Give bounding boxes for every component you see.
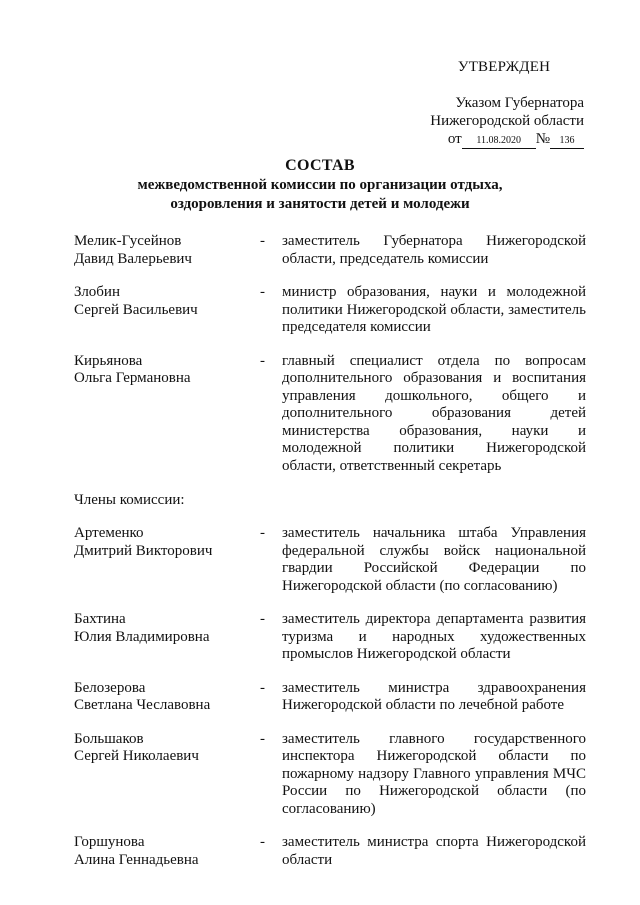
- roster-entry: [74, 731, 586, 819]
- member-surname: Злобин: [74, 284, 120, 300]
- member-role: главный специалист отдела по вопросам дополнительного образования и воспитания управления дошкольного, общего и дополнительного образования детей министерства образования, науки и молодежной политики Нижегородской области, ответственный секретарь: [282, 352, 586, 474]
- member-surname: Бахтина: [74, 611, 126, 627]
- member-given-names: Сергей Николаевич: [74, 748, 199, 764]
- member-name: [74, 680, 252, 715]
- separator-dash: -: [260, 611, 265, 627]
- commission-roster: [74, 233, 586, 885]
- member-given-names: Ольга Германовна: [74, 370, 191, 386]
- separator-dash: -: [260, 679, 265, 696]
- title-subtitle-2: оздоровления и занятости детей и молодежи: [170, 196, 470, 212]
- approved-heading: УТВЕРЖДЕН: [457, 59, 551, 75]
- decree-date: 11.08.2020: [462, 134, 536, 149]
- member-name: [74, 233, 252, 268]
- member-given-names: Сергей Васильевич: [74, 301, 198, 318]
- member-name: [74, 611, 252, 646]
- roster-entry: [74, 284, 586, 337]
- member-given-names: Дмитрий Викторович: [74, 542, 213, 559]
- roster-entry: [74, 233, 586, 268]
- member-surname: Мелик-Гусейнов: [74, 233, 182, 249]
- member-given-names: Светлана Чеславовна: [74, 697, 211, 713]
- member-surname: Кирьянова: [74, 352, 143, 369]
- decree-line: Указом Губернатора: [455, 95, 584, 111]
- member-given-names: Давид Валерьевич: [74, 250, 192, 267]
- roster-entry: [74, 353, 586, 476]
- member-surname: Артеменко: [74, 525, 144, 541]
- member-role: заместитель министра здравоохранения Нижегородской области по лечебной работе: [282, 679, 586, 713]
- member-role: заместитель директора департамента развития туризма и народных художественных промыслов Нижегородской области: [282, 611, 586, 662]
- decree-number: 136: [550, 134, 584, 149]
- title-subtitle-1: межведомственной комиссии по организации отдыха,: [137, 177, 503, 193]
- member-role: министр образования, науки и молодежной политики Нижегородской области, заместитель председателя комиссии: [282, 284, 586, 335]
- member-name: [74, 731, 252, 766]
- member-surname: Горшунова: [74, 834, 145, 850]
- member-surname: Белозерова: [74, 679, 146, 696]
- separator-dash: -: [260, 284, 265, 300]
- member-surname: Большаков: [74, 730, 144, 747]
- member-given-names: Юлия Владимировна: [74, 628, 210, 645]
- member-given-names: Алина Геннадьевна: [74, 851, 199, 868]
- roster-entry: [74, 611, 586, 664]
- member-name: [74, 834, 252, 869]
- title-heading: СОСТАВ: [285, 157, 355, 174]
- member-name: [74, 284, 252, 319]
- member-role: заместитель главного государственного инспектора Нижегородской области по пожарному надзору Главного управления МЧС России по Нижегородской области (по согласованию): [282, 730, 586, 817]
- approval-stamp: [404, 58, 584, 149]
- separator-dash: -: [260, 525, 265, 541]
- separator-dash: -: [260, 233, 265, 249]
- separator-dash: -: [260, 352, 265, 369]
- member-role: заместитель Губернатора Нижегородской области, председатель комиссии: [282, 233, 586, 267]
- from-label: от: [447, 131, 462, 147]
- separator-dash: -: [260, 730, 265, 747]
- separator-dash: -: [260, 834, 265, 850]
- roster-entry: [74, 680, 586, 715]
- decree-date-number: [404, 130, 584, 149]
- number-label: №: [535, 131, 550, 147]
- roster-entry: [74, 834, 586, 869]
- roster-entry: [74, 525, 586, 595]
- member-name: [74, 525, 252, 560]
- member-role: заместитель министра спорта Нижегородской области: [282, 834, 586, 868]
- member-name: [74, 353, 252, 388]
- document-title: [60, 156, 580, 214]
- member-role: заместитель начальника штаба Управления федеральной службы войск национальной гвардии Российской Федерации по Нижегородской области (по согласованию): [282, 525, 586, 594]
- region-line: Нижегородской области: [430, 113, 584, 129]
- members-section-label: Члены комиссии:: [74, 492, 185, 508]
